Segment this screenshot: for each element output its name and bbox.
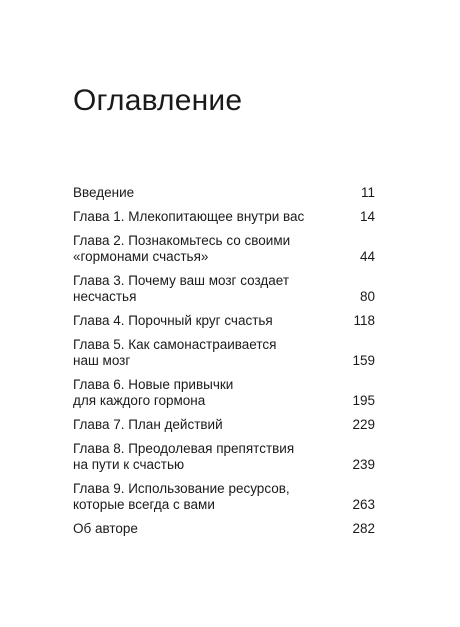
toc-entry-title: Глава 5. Как самонастраивается наш мозг bbox=[73, 337, 277, 368]
toc-page-number: 14 bbox=[359, 209, 375, 224]
toc-entry-title: Глава 7. План действий bbox=[73, 417, 223, 432]
toc-page-number: 229 bbox=[352, 417, 375, 432]
toc-entry-title: Глава 9. Использование ресурсов, которые всегда с вами bbox=[73, 481, 290, 512]
toc-entry-title: Введение bbox=[73, 185, 135, 200]
toc-entry-title: Глава 4. Порочный круг счастья bbox=[73, 313, 273, 328]
toc-entry-chapter-1[interactable] bbox=[73, 209, 375, 225]
toc-entry-chapter-6[interactable] bbox=[73, 377, 375, 409]
toc-entry-chapter-5[interactable] bbox=[73, 337, 375, 369]
toc-entry-chapter-3[interactable] bbox=[73, 273, 375, 305]
toc-page-number: 263 bbox=[352, 497, 375, 512]
toc-entry-introduction[interactable] bbox=[73, 185, 375, 201]
toc-page-number: 159 bbox=[352, 353, 375, 368]
toc-page-number: 44 bbox=[359, 249, 375, 264]
toc-page-number: 118 bbox=[353, 313, 375, 328]
toc-page-number: 195 bbox=[352, 393, 375, 408]
toc-entry-chapter-4[interactable] bbox=[73, 313, 375, 329]
toc-entry-title: Об авторе bbox=[73, 521, 138, 536]
toc-entry-title: Глава 8. Преодолевая препятствия на пути к счастью bbox=[73, 441, 295, 472]
toc-page-number: 239 bbox=[352, 457, 375, 472]
toc-entry-chapter-2[interactable] bbox=[73, 233, 375, 265]
toc-entry-chapter-9[interactable] bbox=[73, 481, 375, 513]
toc-entry-title: Глава 1. Млекопитающее внутри вас bbox=[73, 209, 305, 224]
toc-entry-chapter-7[interactable] bbox=[73, 417, 375, 433]
toc-page-number: 80 bbox=[359, 289, 375, 304]
table-of-contents bbox=[73, 185, 375, 545]
toc-entry-title: Глава 2. Познакомьтесь со своими «гормонами счастья» bbox=[73, 233, 291, 264]
toc-page-number: 282 bbox=[352, 521, 375, 536]
toc-entry-title: Глава 3. Почему ваш мозг создает несчастья bbox=[73, 273, 290, 304]
toc-entry-about-author[interactable] bbox=[73, 521, 375, 537]
toc-page-number: 11 bbox=[360, 185, 375, 200]
page-title: Оглавление bbox=[73, 84, 243, 117]
toc-entry-title: Глава 6. Новые привычки для каждого гормона bbox=[73, 377, 234, 408]
toc-entry-chapter-8[interactable] bbox=[73, 441, 375, 473]
